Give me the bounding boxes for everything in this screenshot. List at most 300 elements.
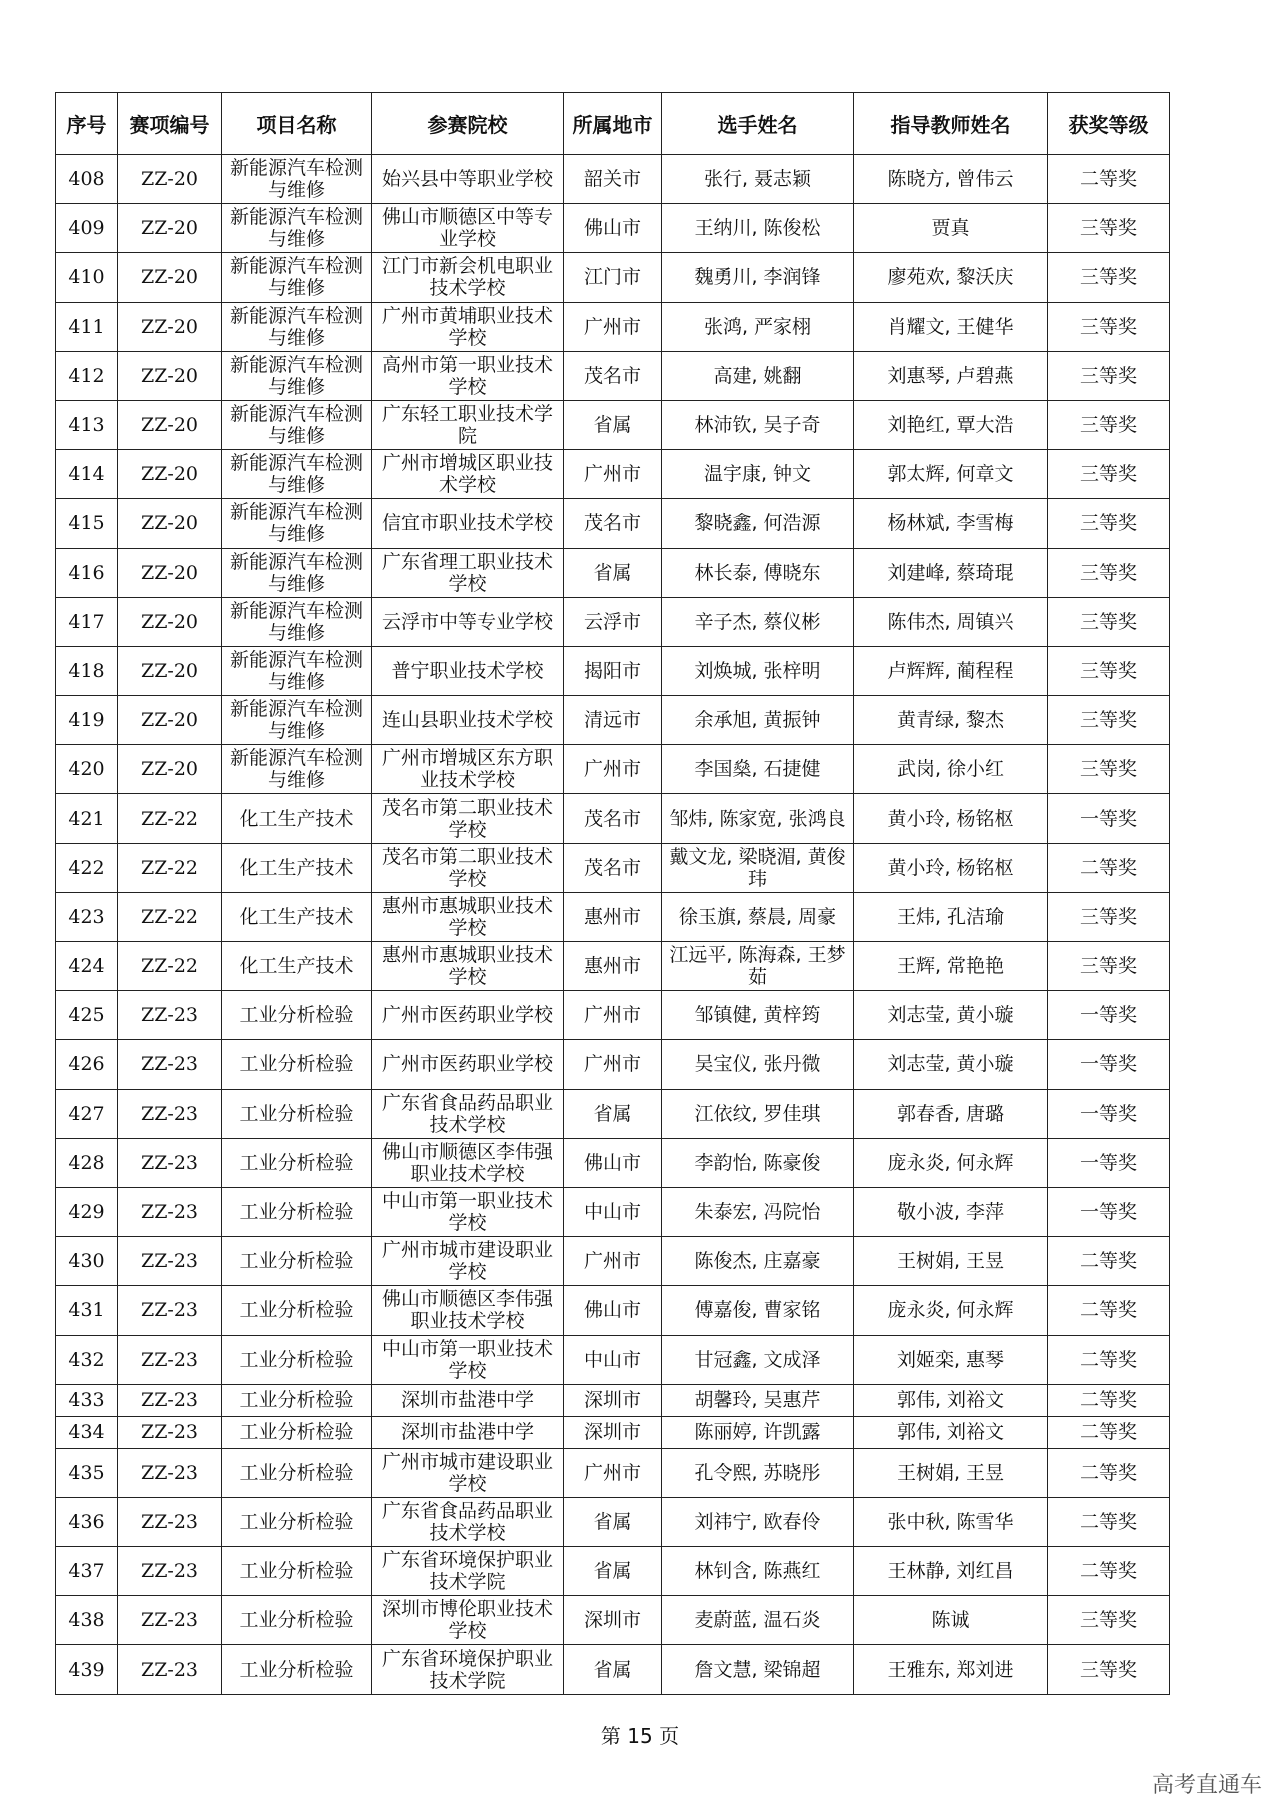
cell-text: ZZ-20 <box>141 561 198 584</box>
project-name-cell <box>222 253 372 302</box>
cell-text: 李韵怡, 陈豪俊 <box>694 1151 821 1174</box>
cell-text: 廖苑欢, 黎沃庆 <box>887 266 1014 289</box>
cell-text: 新能源汽车检测与维修 <box>229 255 363 300</box>
school-cell <box>372 1335 564 1384</box>
cell-text: 云浮市中等专业学校 <box>381 610 553 633</box>
school-cell <box>372 1138 564 1187</box>
cell-text: 深圳市 <box>583 1609 641 1632</box>
cell-text: 惠州市 <box>583 955 641 978</box>
project-name-cell <box>222 991 372 1040</box>
cell-text: 421 <box>68 807 105 830</box>
city-cell <box>564 892 662 941</box>
cell-text: 深圳市 <box>583 1421 641 1444</box>
cell-text: ZZ-20 <box>141 758 198 781</box>
table-row <box>56 745 1170 794</box>
cell-text: 新能源汽车检测与维修 <box>229 648 363 693</box>
contestants-cell <box>662 1448 854 1497</box>
teachers-cell <box>854 646 1048 695</box>
row-index-cell <box>56 1416 118 1448</box>
cell-text: ZZ-22 <box>141 856 198 879</box>
event-code-cell <box>118 1089 222 1138</box>
city-cell <box>564 1040 662 1089</box>
cell-text: 邹炜, 陈家宽, 张鸿良 <box>669 807 846 830</box>
city-cell <box>564 1448 662 1497</box>
event-code-cell <box>118 1448 222 1497</box>
cell-text: 广州市城市建设职业学校 <box>381 1239 553 1284</box>
event-code-cell <box>118 1416 222 1448</box>
row-index-cell <box>56 499 118 548</box>
cell-text: 深圳市盐港中学 <box>400 1421 534 1444</box>
cell-text: 三等奖 <box>1079 709 1137 732</box>
project-name-cell <box>222 1187 372 1236</box>
cell-text: 深圳市盐港中学 <box>400 1389 534 1412</box>
table-row <box>56 155 1170 204</box>
teachers-cell <box>854 302 1048 351</box>
cell-text: 工业分析检验 <box>239 1348 354 1371</box>
school-cell <box>372 302 564 351</box>
city-cell <box>564 351 662 400</box>
cell-text: 432 <box>68 1348 105 1371</box>
teachers-cell <box>854 1089 1048 1138</box>
cell-text: 工业分析检验 <box>239 1389 354 1412</box>
column-header: 指导教师姓名 <box>854 93 1048 155</box>
cell-text: 肖耀文, 王健华 <box>887 315 1014 338</box>
cell-text: ZZ-20 <box>141 266 198 289</box>
cell-text: 二等奖 <box>1079 1250 1137 1273</box>
teachers-cell <box>854 1040 1048 1089</box>
cell-text: 吴宝仪, 张丹微 <box>694 1053 821 1076</box>
school-cell <box>372 1089 564 1138</box>
teachers-cell <box>854 1596 1048 1645</box>
contestants-cell <box>662 942 854 991</box>
event-code-cell <box>118 1645 222 1694</box>
cell-text: ZZ-20 <box>141 414 198 437</box>
cell-text: ZZ-22 <box>141 905 198 928</box>
contestants-cell <box>662 794 854 843</box>
teachers-cell <box>854 1645 1048 1694</box>
cell-text: 427 <box>68 1102 105 1125</box>
cell-text: 424 <box>68 955 105 978</box>
cell-text: 435 <box>68 1461 105 1484</box>
cell-text: 408 <box>68 168 105 191</box>
city-cell <box>564 745 662 794</box>
event-code-cell <box>118 1138 222 1187</box>
event-code-cell <box>118 1040 222 1089</box>
cell-text: 三等奖 <box>1079 659 1137 682</box>
cell-text: 清远市 <box>583 709 641 732</box>
school-cell <box>372 1286 564 1335</box>
contestants-cell <box>662 1286 854 1335</box>
award-level-cell <box>1048 794 1170 843</box>
teachers-cell <box>854 1187 1048 1236</box>
cell-text: 新能源汽车检测与维修 <box>229 403 363 448</box>
row-index-cell <box>56 942 118 991</box>
cell-text: 戴文龙, 梁晓湄, 黄俊玮 <box>669 845 846 890</box>
cell-text: 郭伟, 刘裕文 <box>896 1421 1005 1444</box>
cell-text: ZZ-23 <box>141 1560 198 1583</box>
teachers-cell <box>854 450 1048 499</box>
cell-text: 广州市 <box>583 463 641 486</box>
award-level-cell <box>1048 1237 1170 1286</box>
cell-text: 林沛钦, 吴子奇 <box>694 414 821 437</box>
cell-text: 张鸿, 严家栩 <box>703 315 812 338</box>
row-index-cell <box>56 1384 118 1416</box>
event-code-cell <box>118 204 222 253</box>
column-header: 项目名称 <box>222 93 372 155</box>
cell-text: 一等奖 <box>1079 1151 1137 1174</box>
school-cell <box>372 794 564 843</box>
city-cell <box>564 1645 662 1694</box>
cell-text: 425 <box>68 1004 105 1027</box>
award-level-cell <box>1048 204 1170 253</box>
cell-text: 广东省环境保护职业技术学院 <box>381 1549 553 1594</box>
school-cell <box>372 1497 564 1546</box>
teachers-cell <box>854 253 1048 302</box>
cell-text: 二等奖 <box>1079 1299 1137 1322</box>
cell-text: 省属 <box>593 1102 632 1125</box>
cell-text: ZZ-22 <box>141 955 198 978</box>
cell-text: 新能源汽车检测与维修 <box>229 353 363 398</box>
project-name-cell <box>222 1040 372 1089</box>
cell-text: 刘惠琴, 卢碧燕 <box>887 364 1014 387</box>
table-row <box>56 1187 1170 1236</box>
city-cell <box>564 302 662 351</box>
cell-text: 傅嘉俊, 曹家铭 <box>694 1299 821 1322</box>
project-name-cell <box>222 155 372 204</box>
contestants-cell <box>662 991 854 1040</box>
award-level-cell <box>1048 450 1170 499</box>
teachers-cell <box>854 204 1048 253</box>
city-cell <box>564 1187 662 1236</box>
row-index-cell <box>56 351 118 400</box>
cell-text: 中山市第一职业技术学校 <box>381 1337 553 1382</box>
cell-text: 二等奖 <box>1079 1389 1137 1412</box>
row-index-cell <box>56 204 118 253</box>
cell-text: 428 <box>68 1151 105 1174</box>
event-code-cell <box>118 745 222 794</box>
award-level-cell <box>1048 843 1170 892</box>
city-cell <box>564 597 662 646</box>
cell-text: 431 <box>68 1299 105 1322</box>
contestants-cell <box>662 1645 854 1694</box>
cell-text: 佛山市顺德区李伟强职业技术学校 <box>381 1288 553 1333</box>
cell-text: 化工生产技术 <box>239 807 354 830</box>
project-name-cell <box>222 351 372 400</box>
row-index-cell <box>56 302 118 351</box>
cell-text: ZZ-20 <box>141 315 198 338</box>
project-name-cell <box>222 843 372 892</box>
contestants-cell <box>662 1596 854 1645</box>
cell-text: 黄小玲, 杨铭枢 <box>887 807 1014 830</box>
school-cell <box>372 991 564 1040</box>
teachers-cell <box>854 1335 1048 1384</box>
cell-text: 436 <box>68 1510 105 1533</box>
school-cell <box>372 204 564 253</box>
cell-text: 二等奖 <box>1079 856 1137 879</box>
event-code-cell <box>118 1596 222 1645</box>
cell-text: 437 <box>68 1560 105 1583</box>
event-code-cell <box>118 1237 222 1286</box>
cell-text: ZZ-20 <box>141 463 198 486</box>
award-level-cell <box>1048 991 1170 1040</box>
cell-text: 省属 <box>593 414 632 437</box>
award-level-cell <box>1048 1335 1170 1384</box>
school-cell <box>372 1448 564 1497</box>
school-cell <box>372 1384 564 1416</box>
row-index-cell <box>56 745 118 794</box>
table-header <box>56 93 1170 155</box>
contestants-cell <box>662 499 854 548</box>
cell-text: 广州市 <box>583 1461 641 1484</box>
table-row <box>56 1286 1170 1335</box>
teachers-cell <box>854 1138 1048 1187</box>
row-index-cell <box>56 1237 118 1286</box>
cell-text: ZZ-23 <box>141 1004 198 1027</box>
cell-text: 林钊含, 陈燕红 <box>694 1560 821 1583</box>
cell-text: 始兴县中等职业学校 <box>381 168 553 191</box>
cell-text: 中山市 <box>583 1348 641 1371</box>
award-level-cell <box>1048 302 1170 351</box>
school-cell <box>372 1237 564 1286</box>
event-code-cell <box>118 1497 222 1546</box>
award-level-cell <box>1048 745 1170 794</box>
contestants-cell <box>662 1497 854 1546</box>
cell-text: 惠州市惠城职业技术学校 <box>381 894 553 939</box>
cell-text: 深圳市博伦职业技术学校 <box>381 1598 553 1643</box>
city-cell <box>564 942 662 991</box>
cell-text: ZZ-23 <box>141 1053 198 1076</box>
cell-text: ZZ-20 <box>141 659 198 682</box>
table-row <box>56 1384 1170 1416</box>
award-level-cell <box>1048 1547 1170 1596</box>
table-row <box>56 1416 1170 1448</box>
cell-text: 工业分析检验 <box>239 1201 354 1224</box>
row-index-cell <box>56 1596 118 1645</box>
table-row <box>56 794 1170 843</box>
cell-text: 414 <box>68 463 105 486</box>
contestants-cell <box>662 351 854 400</box>
school-cell <box>372 351 564 400</box>
event-code-cell <box>118 450 222 499</box>
column-header: 所属地市 <box>564 93 662 155</box>
award-level-cell <box>1048 548 1170 597</box>
award-level-cell <box>1048 942 1170 991</box>
project-name-cell <box>222 548 372 597</box>
cell-text: 三等奖 <box>1079 463 1137 486</box>
school-cell <box>372 942 564 991</box>
school-cell <box>372 450 564 499</box>
cell-text: 深圳市 <box>583 1389 641 1412</box>
row-index-cell <box>56 794 118 843</box>
cell-text: 茂名市第二职业技术学校 <box>381 796 553 841</box>
cell-text: 一等奖 <box>1079 1053 1137 1076</box>
cell-text: ZZ-20 <box>141 610 198 633</box>
cell-text: 419 <box>68 709 105 732</box>
table-row <box>56 499 1170 548</box>
table-row <box>56 351 1170 400</box>
cell-text: 工业分析检验 <box>239 1053 354 1076</box>
cell-text: 高建, 姚翻 <box>713 364 802 387</box>
cell-text: ZZ-20 <box>141 217 198 240</box>
teachers-cell <box>854 696 1048 745</box>
cell-text: 422 <box>68 856 105 879</box>
contestants-cell <box>662 253 854 302</box>
award-level-cell <box>1048 499 1170 548</box>
row-index-cell <box>56 1089 118 1138</box>
cell-text: ZZ-20 <box>141 709 198 732</box>
event-code-cell <box>118 696 222 745</box>
cell-text: 佛山市 <box>583 217 641 240</box>
cell-text: ZZ-23 <box>141 1658 198 1681</box>
contestants-cell <box>662 597 854 646</box>
event-code-cell <box>118 991 222 1040</box>
cell-text: 二等奖 <box>1079 1560 1137 1583</box>
event-code-cell <box>118 1384 222 1416</box>
table-row <box>56 548 1170 597</box>
cell-text: 张行, 聂志颖 <box>703 168 812 191</box>
table-row <box>56 892 1170 941</box>
cell-text: ZZ-23 <box>141 1201 198 1224</box>
column-header: 序号 <box>56 93 118 155</box>
column-header: 选手姓名 <box>662 93 854 155</box>
table-row <box>56 1596 1170 1645</box>
teachers-cell <box>854 1237 1048 1286</box>
cell-text: 李国燊, 石捷健 <box>694 758 821 781</box>
cell-text: 工业分析检验 <box>239 1151 354 1174</box>
cell-text: 武岗, 徐小红 <box>896 758 1005 781</box>
awards-table <box>55 92 1170 1695</box>
cell-text: 郭春香, 唐璐 <box>896 1102 1005 1125</box>
cell-text: 中山市 <box>583 1201 641 1224</box>
teachers-cell <box>854 942 1048 991</box>
cell-text: 省属 <box>593 561 632 584</box>
page-number: 第 15 页 <box>600 1724 680 1748</box>
project-name-cell <box>222 1448 372 1497</box>
cell-text: 三等奖 <box>1079 512 1137 535</box>
cell-text: 信宜市职业技术学校 <box>381 512 553 535</box>
project-name-cell <box>222 1089 372 1138</box>
cell-text: 贾真 <box>931 217 970 240</box>
cell-text: 甘冠鑫, 文成泽 <box>694 1348 821 1371</box>
cell-text: 工业分析检验 <box>239 1510 354 1533</box>
cell-text: 江门市新会机电职业技术学校 <box>381 255 553 300</box>
cell-text: 高州市第一职业技术学校 <box>381 353 553 398</box>
cell-text: 胡馨玲, 吴惠芹 <box>694 1389 821 1412</box>
cell-text: 广州市城市建设职业学校 <box>381 1450 553 1495</box>
award-level-cell <box>1048 351 1170 400</box>
award-level-cell <box>1048 1089 1170 1138</box>
cell-text: 辛子杰, 蔡仪彬 <box>694 610 821 633</box>
teachers-cell <box>854 1416 1048 1448</box>
cell-text: 魏勇川, 李润锋 <box>694 266 821 289</box>
city-cell <box>564 1138 662 1187</box>
cell-text: 江依纹, 罗佳琪 <box>694 1102 821 1125</box>
watermark: 高考直通车 <box>1151 1773 1262 1798</box>
event-code-cell <box>118 1187 222 1236</box>
project-name-cell <box>222 942 372 991</box>
contestants-cell <box>662 548 854 597</box>
event-code-cell <box>118 597 222 646</box>
project-name-cell <box>222 794 372 843</box>
cell-text: 广州市 <box>583 315 641 338</box>
cell-text: 广州市 <box>583 1250 641 1273</box>
cell-text: 广东轻工职业技术学院 <box>381 403 553 448</box>
cell-text: 新能源汽车检测与维修 <box>229 747 363 792</box>
project-name-cell <box>222 1286 372 1335</box>
row-index-cell <box>56 400 118 449</box>
cell-text: 新能源汽车检测与维修 <box>229 698 363 743</box>
cell-text: 409 <box>68 217 105 240</box>
table-row <box>56 942 1170 991</box>
cell-text: 工业分析检验 <box>239 1560 354 1583</box>
contestants-cell <box>662 1237 854 1286</box>
project-name-cell <box>222 696 372 745</box>
project-name-cell <box>222 450 372 499</box>
table-row <box>56 1645 1170 1694</box>
city-cell <box>564 991 662 1040</box>
city-cell <box>564 794 662 843</box>
award-level-cell <box>1048 1497 1170 1546</box>
project-name-cell <box>222 892 372 941</box>
cell-text: 三等奖 <box>1079 1609 1137 1632</box>
cell-text: 连山县职业技术学校 <box>381 709 553 732</box>
cell-text: 庞永炎, 何永辉 <box>887 1151 1014 1174</box>
city-cell <box>564 204 662 253</box>
cell-text: 邹镇健, 黄梓筠 <box>694 1004 821 1027</box>
row-index-cell <box>56 155 118 204</box>
project-name-cell <box>222 1335 372 1384</box>
cell-text: ZZ-23 <box>141 1510 198 1533</box>
cell-text: 三等奖 <box>1079 905 1137 928</box>
award-level-cell <box>1048 400 1170 449</box>
cell-text: 三等奖 <box>1079 955 1137 978</box>
teachers-cell <box>854 991 1048 1040</box>
table-row <box>56 696 1170 745</box>
cell-text: 惠州市 <box>583 905 641 928</box>
contestants-cell <box>662 1547 854 1596</box>
cell-text: 化工生产技术 <box>239 955 354 978</box>
cell-text: 佛山市 <box>583 1151 641 1174</box>
cell-text: 王雅东, 郑刘进 <box>887 1658 1014 1681</box>
event-code-cell <box>118 892 222 941</box>
table-row <box>56 1040 1170 1089</box>
contestants-cell <box>662 1416 854 1448</box>
school-cell <box>372 745 564 794</box>
city-cell <box>564 1596 662 1645</box>
table-row <box>56 646 1170 695</box>
teachers-cell <box>854 597 1048 646</box>
contestants-cell <box>662 1335 854 1384</box>
project-name-cell <box>222 1547 372 1596</box>
event-code-cell <box>118 1335 222 1384</box>
cell-text: 439 <box>68 1658 105 1681</box>
project-name-cell <box>222 745 372 794</box>
cell-text: 刘志莹, 黄小璇 <box>887 1053 1014 1076</box>
cell-text: 广州市黄埔职业技术学校 <box>381 304 553 349</box>
cell-text: 二等奖 <box>1079 1348 1137 1371</box>
table-row <box>56 1237 1170 1286</box>
row-index-cell <box>56 1040 118 1089</box>
school-cell <box>372 253 564 302</box>
table-row <box>56 1138 1170 1187</box>
cell-text: 杨林斌, 李雪梅 <box>887 512 1014 535</box>
row-index-cell <box>56 1335 118 1384</box>
school-cell <box>372 1416 564 1448</box>
event-code-cell <box>118 1286 222 1335</box>
city-cell <box>564 1335 662 1384</box>
award-level-cell <box>1048 1416 1170 1448</box>
city-cell <box>564 155 662 204</box>
